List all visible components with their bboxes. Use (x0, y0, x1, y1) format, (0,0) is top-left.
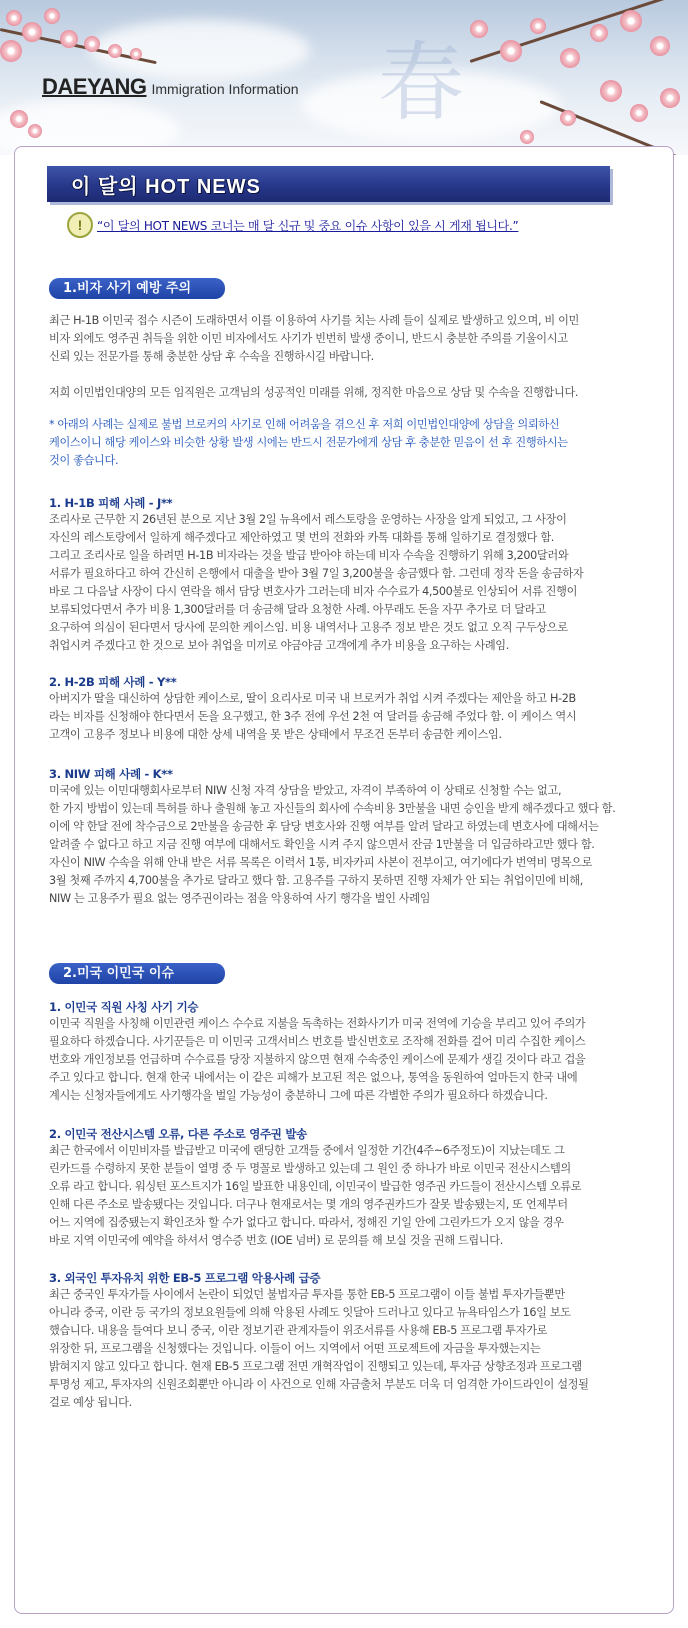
blossom-icon (10, 110, 28, 128)
section-1-warning: * 아래의 사례는 실제로 불법 브로커의 사기로 인해 어려움을 겪으신 후 저희 이민법인대양에 상담을 의뢰하신 케이스이니 해당 케이스와 비슷한 상황 발생 시에는 반드시 전문가에게 상담 후 충분한 믿음이 선 후 진행하시는 것이 좋습니다. (49, 418, 568, 467)
company-logo[interactable] (42, 74, 299, 100)
issue-2-heading: 2. 이민국 전산시스템 오류, 다른 주소로 영주권 발송 (49, 1127, 307, 1141)
blossom-icon (500, 40, 522, 62)
case-3-body: 미국에 있는 이민대행회사로부터 NIW 신청 자격 상담을 받았고, 자격이 부족하여 이 상태로 신청할 수는 없고, 한 가지 방법이 있는데 특허를 하나 출원해 놓고 자신들의 회사에 수속비용 3만불을 내면 승인을 받게 해주겠다고 했다 함. 이에 약 한달 전에 착수금으로 2만불을 송금한 후 담당 변호사와 진행 여부를 알려 달라고 하였는데 변호사에 대해서는 알려줄 수 없다고 하고 지금 진행 여부에 대해서도 확인을 시켜 주지 않으면서 잔금 1만불을 더 입금하라고만 했다 함. 자신이 NIW 수속을 위해 안내 받은 서류 목록은 이력서 1통, 비자카피 사본이 전부이고, 여기에다가 번역비 명목으로 3월 첫째 주까지 4,700불을 추가로 달라고 했다 함. 고용주를 구하지 못하면 진행 자체가 안 되는 취업이민에 비해, NIW 는 고용주가 필요 없는 영주권이라는 점을 악용하여 사기 행각을 벌인 사례임 (49, 784, 616, 905)
case-1-body: 조리사로 근무한 지 26년된 분으로 지난 3월 2일 뉴욕에서 레스토랑을 운영하는 사장을 알게 되었고, 그 사장이 자신의 레스토랑에서 일하게 해주겠다고 제안하였고 몇 번의 전화와 카톡 대화를 통해 일하기로 결정했다 함. 그리고 조리사로 일을 하려면 H-1B 비자라는 것을 발급 받아야 하는데 비자 수속을 진행하기 위해 3,200달러와 서류가 필요하다고 하여 간신히 은행에서 대출을 받아 3월 7일 3,200불을 송금했다 함. 그런데 정작 돈을 송금하자 바로 그 다음날 사장이 다시 연락을 해서 담당 변호사가 그러는데 비자 수수료가 4,500불로 인상되어 서류 진행이 보류되었다면서 추가 비용 1,300달러를 더 송금해 달라 요청한 사례. 아무래도 돈을 자꾸 추가로 더 달라고 요구하여 의심이 된다면서 당사에 문의한 케이스임. 비용 내역서나 고용주 정보 받은 것도 없고 오직 구두상으로 취업시켜 주겠다고 한 것으로 보아 취업을 미끼로 야금야금 고객에게 추가 비용을 요구하는 사례임. (49, 513, 584, 652)
blossom-icon (44, 8, 60, 24)
cloud-decor (90, 20, 310, 80)
blossom-icon (660, 88, 680, 108)
hot-news-banner (47, 166, 610, 202)
issue-3-heading: 3. 외국인 투자유치 위한 EB-5 프로그램 악용사례 급증 (49, 1271, 321, 1285)
exclamation-icon: ! (67, 212, 93, 238)
blossom-icon (108, 44, 122, 58)
blossom-icon (630, 104, 648, 122)
blossom-icon (600, 80, 622, 102)
header-banner (0, 0, 688, 155)
issue-1-body: 이민국 직원을 사칭해 이민관련 케이스 수수료 지불을 독촉하는 전화사기가 미국 전역에 기승을 부리고 있어 주의가 필요하다 하겠습니다. 사기꾼들은 미 이민국 고객서비스 번호를 발신번호로 조작해 전화를 걸어 미리 수집한 케이스 번호와 개인정보를 언급하며 수수료를 당장 지불하지 않으면 현재 수속중인 케이스에 문제가 생길 것이다 라고 겁을 주고 있다고 합니다. 현재 한국 내에서는 이 같은 피해가 보고된 적은 없으나, 통역을 동원하여 얼마든지 한국 내에 계시는 신청자들에게도 사기행각을 벌일 가능성이 충분하니 그에 따른 각별한 주의가 필요하다 하겠습니다. (49, 1017, 586, 1102)
section-1-title: 1.비자 사기 예방 주의 (49, 278, 225, 299)
blossom-icon (650, 36, 670, 56)
case-1-heading: 1. H-1B 피해 사례 - J** (49, 496, 173, 510)
issue-3-body: 최근 중국인 투자가들 사이에서 논란이 되었던 불법자금 투자를 통한 EB-5 프로그램이 이들 불법 투자가들뿐만 아니라 중국, 이란 등 국가의 정보요원들에 의해 악용된 사례도 잇달아 드러나고 있다고 뉴욕타임스가 16일 보도 했습니다. 내용을 들여다 보니 중국, 이란 정보기관 관계자들이 위조서류를 사용해 EB-5 프로그램 투자가로 위장한 뒤, 프로그램을 신청했다는 것입니다. 이들이 어느 지역에서 어떤 프로젝트에 자금을 투자했는지는 밝혀지지 않고 있다고 합니다. 현재 EB-5 프로그램 전면 개혁작업이 진행되고 있는데, 투자금 상향조정과 프로그램 투명성 제고, 투자자의 신원조회뿐만 아니라 이 사건으로 인해 자금출처 부분도 더욱 더 엄격한 가이드라인이 설정될 걸로 예상 됩니다. (49, 1288, 589, 1409)
brand-subtitle: Immigration Information (151, 81, 299, 97)
blossom-icon (130, 48, 142, 60)
spring-character-watermark: 春 (378, 33, 464, 133)
brand-name: DAEYANG (42, 74, 147, 99)
blossom-icon (22, 22, 42, 42)
blossom-icon (590, 24, 608, 42)
blossom-icon (520, 130, 534, 144)
issue-2-body: 최근 한국에서 이민비자를 발급받고 미국에 랜딩한 고객들 중에서 일정한 기간(4주~6주정도)이 지났는데도 그 린카드를 수령하지 못한 분들이 열명 중 두 명꼴로 발생하고 있는데 그 원인 중 하나가 바로 이민국 전산시스템의 오류 라고 합니다. 워싱턴 포스트지가 16일 발표한 내용인데, 이민국이 발급한 영주권 카드들이 전산시스템 오류로 인해 다른 주소로 발송됐다는 것입니다. 더구나 현재로서는 몇 개의 영주권카드가 잘못 발송됐는지, 또 언제부터 어느 지역에 집중됐는지 확인조차 할 수가 없다고 합니다. 따라서, 정해진 기일 안에 그린카드가 오지 않을 경우 바로 지역 이민국에 예약을 하셔서 영수증 번호 (IOE 넘버) 로 문의를 해 보실 것을 권해 드립니다. (49, 1144, 582, 1247)
blossom-icon (470, 20, 488, 38)
section-1-intro: 최근 H-1B 이민국 접수 시즌이 도래하면서 이를 이용하여 사기를 치는 사례 들이 실제로 발생하고 있으며, 비 이민 비자 외에도 영주권 취득을 위한 이민 비자에서도 사기가 빈번히 발생 중이니, 반드시 충분한 주의를 기울이시고 신뢰 있는 전문가를 통해 충분한 상담 후 수속을 진행하시길 바랍니다. (49, 314, 580, 363)
case-2-heading: 2. H-2B 피해 사례 - Y** (49, 675, 177, 689)
issue-1-heading: 1. 이민국 직원 사칭 사기 기승 (49, 1000, 199, 1014)
blossom-icon (28, 124, 42, 138)
case-2-body: 아버지가 딸을 대신하여 상담한 케이스로, 딸이 요리사로 미국 내 브로커가 취업 시켜 주겠다는 제안을 하고 H-2B 라는 비자를 신청해야 한다면서 돈을 요구했고, 한 3주 전에 우선 2천 여 달러를 송금해 주었다 함. 이 케이스 역시 고객이 고용주 정보나 비용에 대한 상세 내역을 못 받은 상태에서 무조건 돈부터 송금한 케이스임. (49, 692, 577, 741)
blossom-icon (620, 10, 642, 32)
blossom-icon (530, 18, 546, 34)
blossom-icon (560, 110, 576, 126)
blossom-icon (84, 36, 100, 52)
hot-news-title: 이 달의 HOT NEWS (71, 176, 261, 198)
blossom-icon (0, 40, 22, 62)
blossom-icon (6, 10, 22, 26)
case-3-heading: 3. NIW 피해 사례 - K** (49, 767, 173, 781)
blossom-icon (560, 48, 580, 68)
notice-text: “이 달의 HOT NEWS 코너는 매 달 신규 및 중요 이슈 사항이 있을 시 게재 됩니다.” (97, 219, 519, 233)
section-2-title: 2.미국 이민국 이슈 (49, 963, 225, 984)
blossom-icon (60, 30, 78, 48)
section-1-commitment: 저희 이민법인대양의 모든 임직원은 고객님의 성공적인 미래를 위해, 정직한 마음으로 상담 및 수속을 진행합니다. (49, 386, 579, 399)
